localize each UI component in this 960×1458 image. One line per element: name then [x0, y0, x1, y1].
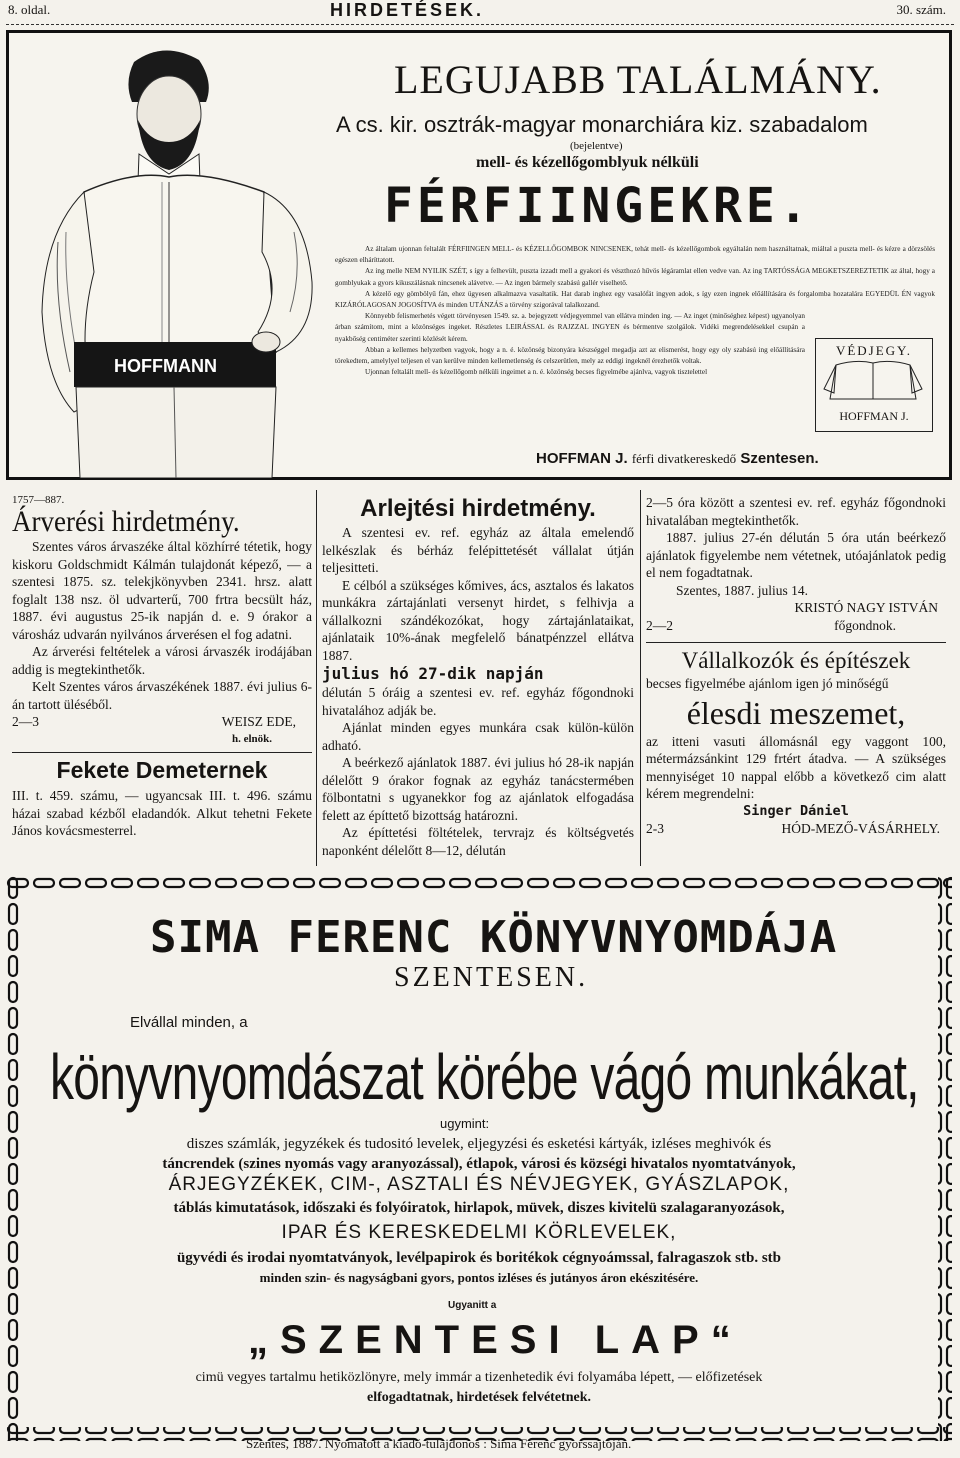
tender-p3: délután 5 óráig a szentesi ev. ref. egyház főgondnoki hivatalához adják be.	[322, 685, 634, 718]
ad-mid-line: mell- és kézellőgomblyuk nélküli	[476, 154, 699, 171]
lime-headline: Vállalkozók és építészek	[681, 648, 911, 673]
lime-p4: becses figyelmébe ajánlom igen jó minőségű	[646, 676, 889, 691]
lime-p2: 1887. julius 27-én délután 5 óra után beérkező ajánlatok figyelembe nem vétetnek, utóajánlatok pedig el nem fogadtatnak.	[646, 530, 946, 580]
ad-paragraph: Ujonnan feltalált mell- és kézellőgomb nélküli ingeimet a n. é. közönség becses figyelmébe ajánlva, vagyok tisztelettel	[365, 368, 708, 377]
lime-p5: az itteni vasuti állomásnál egy vaggont 100, métermázsánkint 129 frtért átadva. — A szükséges mennyiséget 10 nappal előbb a következő cim alatt kérem megrendelni:	[646, 733, 946, 801]
printer-line-4: táblás kimutatások, időszaki és folyóiratok, hirlapok, müvek, diszes kivitelü szalagaranyozások,	[173, 1200, 785, 1216]
szentesi-lap-title: „SZENTESI LAP“	[248, 1318, 743, 1362]
auction-body: Szentes város árvaszéke által közhírré tétetik, hogy kiskoru Goldschmidt Kálmán tulajdonát képező, — a szentesi 1875. sz. telekjkönyvben 2341. hrsz. alatt foglalt 138 nsz. öl udvarterű, 700 frtra becsült ház, 1887. évi augustus 25-ik napján d. e. 9 órakor a városház udvarán nyilvános árverésen el fog adatni.	[12, 539, 312, 642]
signature-city: Szentesen.	[740, 450, 819, 467]
hoffmann-label: HOFFMANN	[114, 356, 217, 376]
lime-city-row	[646, 820, 946, 838]
ad-signature	[536, 450, 819, 467]
demeter-body: III. t. 459. számu, — ugyancsak III. t. 496. számu házai szabad kézből eladandók. Alkut tehetni Fekete János kovácsmesterrel.	[12, 788, 312, 838]
ad-subtitle: A cs. kir. osztrák-magyar monarchiára kiz. szabadalom	[336, 112, 868, 137]
tender-p4: Ajánlat minden egyes munkára csak külön-külön adható.	[322, 720, 634, 753]
ad-paragraph: Könnyebb felismerhetés végett törvényesen 1549. sz. a. bejegyzett védjegyemmel van ellátva minden ing. — Az inget (minőséghez képest) ugyanolyan árban számítom, mint a közönséges ingeket. Részletes LEIRÁSSAL és RAJZZAL INGYEN és bérmentve szolgálok. Vidéki megrendelésekkel csupán a nyakbőség centiméter szerinti közlését kérem.	[335, 312, 805, 343]
trademark-name: HOFFMAN J.	[839, 409, 909, 423]
printer-line-6: ügyvédi és irodai nyomtatványok, levélpapirok és boritékok cégnyoámssal, falragaszok stb. stb	[176, 1250, 782, 1266]
tender-p2: E célból a szükséges kőmives, ács, asztalos és lakatos munkákra zártajánlati versenyt hirdet, s felhivja a vállalkozni szándékozókat, hogy zártajánlataikat, ajánlataik 10%-ának megfelelő bánatpénzzel ellátva 1887.	[322, 577, 634, 663]
tender-p1: A szentesi ev. ref. egyház az általa emelendő lelkészlak és bérház felépittetését vállalat útján teljesitteti.	[322, 525, 634, 575]
shirt-illustration	[14, 42, 326, 478]
auction-headline: Árverési hirdetmény.	[12, 505, 240, 538]
auction-signature-row	[12, 713, 312, 731]
printer-line-5: IPAR ÉS KERESKEDELMI KÖRLEVELEK,	[281, 1222, 677, 1243]
column-auction	[12, 494, 312, 840]
printer-line-3: ÁRJEGYZÉKEK, CIM-, ASZTALI ÉS NÉVJEGYEK, GYÁSZLAPOK,	[168, 1174, 790, 1195]
lime-big: élesdi meszemet,	[686, 694, 906, 731]
ad-paragraph: Abban a kellemes helyzetben vagyok, hogy a n. é. közönség bizonyára készséggel megadja azt az elismerést, hogy egy oly szabású ing előállítására törekedtem, amelylyel teljesen el van kerülve minden kellemetlenség és celszerütlen, mely az eddigi ingeknél érezhetők voltak.	[335, 345, 805, 366]
divider	[646, 642, 946, 643]
tender-p6: Az építtetési föltételek, tervrajz és költségvetés naponként délelőtt 8—12, délután	[322, 825, 634, 858]
tender-date: julius hó 27-dik napján	[322, 664, 544, 683]
auction-number: 2—3	[12, 714, 39, 729]
page-number: 8. oldal.	[8, 2, 51, 17]
section-title: HIRDETÉSEK.	[330, 0, 485, 20]
printer-huge-line: könyvnyomdászat körébe vágó munkákat,	[50, 1041, 919, 1113]
printer-line-1: diszes számlák, jegyzékek és tudositó levelek, eljegyzési és esketési kártyák, izléses meghivók és	[186, 1136, 772, 1152]
ad-bejelentve: (bejelentve)	[570, 140, 623, 152]
issue-number: 30. szám.	[896, 2, 946, 17]
auction-signer-title: h. elnök.	[231, 732, 272, 745]
printer-ugyanitt: Ugyanitt a	[448, 1300, 497, 1311]
printer-line-2: táncrendek (szines nyomás vagy aranyozással), étlapok, városi és községi hivatalos nyomtatványok,	[162, 1156, 796, 1172]
column-divider	[640, 490, 641, 866]
signature-name: HOFFMAN J.	[536, 450, 628, 467]
printer-city: SZENTESEN.	[394, 962, 589, 993]
tender-headline: Arlejtési hirdetmény.	[360, 495, 596, 522]
printer-title: SIMA FERENC KÖNYVNYOMDÁJA	[150, 912, 838, 963]
printer-line-8: cimü vegyes tartalmu hetiközlönyre, mely immár a tizenhetedik évi folyamába lépett, — előfizetések	[195, 1370, 763, 1385]
printer-line-9: elfogadtatnak, hirdetések felvétetnek.	[367, 1390, 591, 1405]
trademark-box	[815, 338, 933, 432]
lime-number2: 2-3	[646, 821, 664, 836]
lime-name: Singer Dániel	[743, 802, 849, 819]
printer-intro: Elvállal minden, a	[130, 1014, 248, 1031]
ad-big-word: FÉRFIINGEKRE.	[384, 178, 812, 234]
column-divider	[316, 490, 317, 866]
lime-signer-title: főgondnok.	[834, 617, 896, 633]
trademark-shirt-icon	[816, 359, 930, 405]
lime-p1: 2—5 óra között a szentesi ev. ref. egyház főgondnoki hivatalában megtekinthetők.	[646, 495, 946, 528]
ad-paragraph: A kézelő egy gömbölyű fán, ehez ügyesen alkalmazva vasaltatik. Hat darab inghez egy vasalófát ingyen adok, s így ezen ingnek előállítására és forgalomba hozatalára EGYEDÜL ÉN vagyok KIZÁRÓLAGOSAN JOGOSÍTVA és minden UTÁNZÁS a törvény szigorával talalkozand.	[335, 289, 935, 310]
printer-ugymint: ugymint:	[440, 1116, 490, 1131]
demeter-headline: Fekete Demeternek	[56, 757, 268, 783]
auction-dated: Kelt Szentes város árvaszékének 1887. évi julius 6-án tartott üléséből.	[12, 679, 312, 712]
column-tender	[322, 494, 634, 859]
divider	[12, 752, 312, 753]
ad-paragraph: Az ing melle NEM NYILIK SZÉT, s így a felhevült, puszta izzadt mell a gyakori és vészthozó hűvös légáramlat ellen vedve van. Az ing TARTÓSSÁGA MEGKETSZEREZTETIK az által, hogy a gomblyukak a gyors kikuszálásnak nincsenek alávetve. — Az ingen bármely szabású gallér viselhető.	[335, 267, 935, 287]
lime-city: HÓD-MEZŐ-VÁSÁRHELY.	[781, 821, 940, 836]
trademark-label: VÉDJEGY.	[835, 343, 913, 358]
column-lime	[646, 494, 946, 838]
auction-conditions: Az árverési feltételek a városi árvaszék irodájában addig is megtekinthetők.	[12, 644, 312, 677]
auction-ref: 1757—887.	[12, 494, 65, 506]
signature-occupation: férfi divatkereskedő	[631, 451, 737, 466]
lime-signer: KRISTÓ NAGY ISTVÁN	[794, 600, 938, 615]
ad-title: LEGUJABB TALÁLMÁNY.	[394, 57, 882, 102]
lime-date: Szentes, 1887. julius 14.	[676, 582, 808, 598]
header-rule	[6, 24, 954, 25]
tender-p5: A beérkező ajánlatok 1887. évi julius hó 28-ik napján délelőtt 9 órakor fognak az egyház tanácstermében fölbontatni s ugyanekkor fog az ajánlatok elfogadása felett az építtető bizottság határozni.	[322, 755, 634, 823]
footer-imprint: Szentes, 1887. Nyomatott a kiadó-tulajdonos : Sima Ferenc gyorssajtóján.	[246, 1436, 632, 1451]
lime-signer-row	[646, 617, 946, 635]
printer-line-7: minden szin- és nagyságbani gyors, pontos izléses és jutányos áron ekészitésére.	[259, 1270, 699, 1285]
auction-signer: WEISZ EDE,	[221, 714, 296, 729]
ad-paragraph: Az általam ujonnan feltalált FÉRFIINGEN MELL- és KÉZELLŐGOMBOK NINCSENEK, tehát mell- és kézellőgombok egyáltalán nem használtatnak, miáltal a puszta mell- és kézre a dörzsölés egészen elháríttatott.	[335, 245, 935, 265]
lime-number: 2—2	[646, 617, 673, 633]
